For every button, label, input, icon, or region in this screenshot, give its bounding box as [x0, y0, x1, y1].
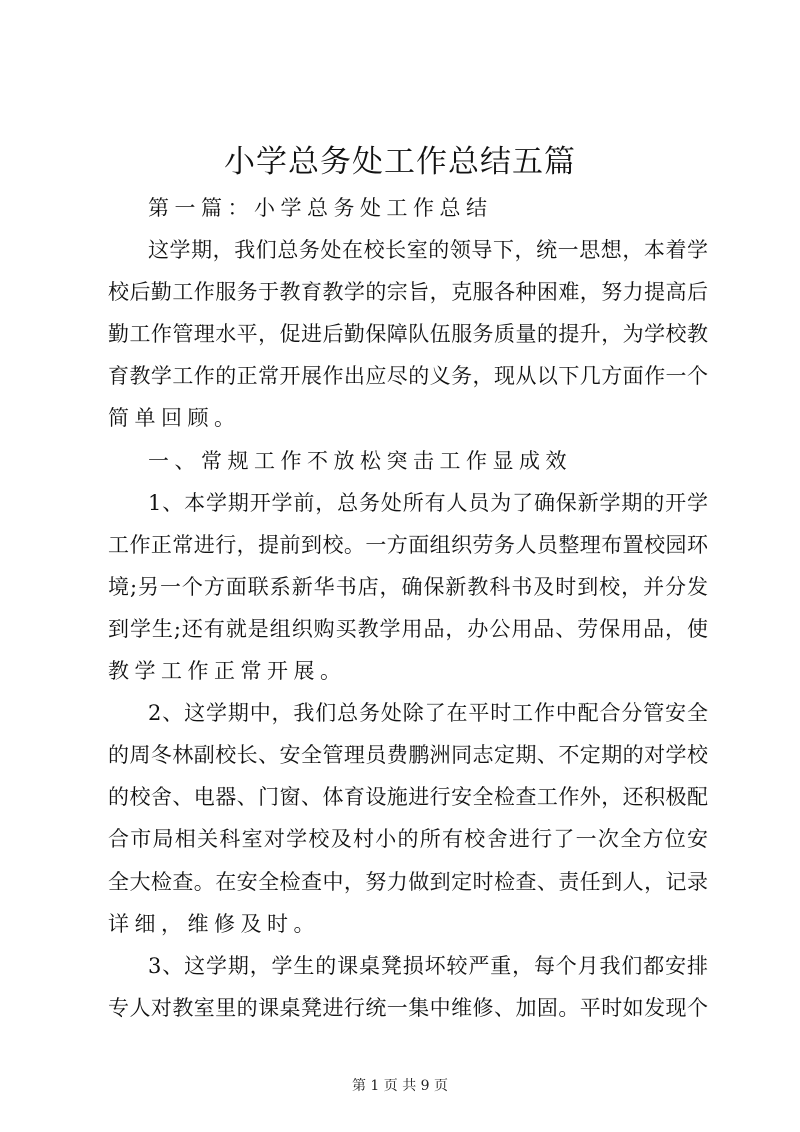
document-title: 小学总务处工作总结五篇 — [224, 144, 576, 180]
paragraph-line: 的校舍、电器、门窗、体育设施进行安全检查工作外，还积极配 — [108, 785, 708, 810]
paragraph-line: 合市局相关科室对学校及村小的所有校舍进行了一次全方位安 — [108, 827, 708, 852]
paragraph-line: 工作正常进行，提前到校。一方面组织劳务人员整理布置校园环 — [108, 532, 708, 557]
paragraph-line: 境;另一个方面联系新华书店，确保新教科书及时到校，并分发 — [108, 574, 708, 599]
page-footer: 第 1 页 共 9 页 — [351, 1078, 449, 1094]
paragraph-line: 1、本学期开学前，总务处所有人员为了确保新学期的开学 — [148, 490, 708, 515]
paragraph-line: 专人对教室里的课桌凳进行统一集中维修、加固。平时如发现个 — [108, 995, 708, 1020]
paragraph-line: 3、这学期，学生的课桌凳损坏较严重，每个月我们都安排 — [148, 953, 708, 978]
paragraph-line: 的周冬林副校长、安全管理员费鹏洲同志定期、不定期的对学校 — [108, 743, 708, 768]
paragraph-line: 简单回顾。 — [108, 406, 241, 431]
paragraph-line: 校后勤工作服务于教育教学的宗旨，克服各种困难，努力提高后 — [108, 280, 708, 305]
paragraph-line: 这学期，我们总务处在校长室的领导下，统一思想，本着学 — [148, 238, 708, 263]
paragraph-line: 详细，维修及时。 — [108, 911, 320, 936]
paragraph-line: 到学生;还有就是组织购买教学用品，办公用品、劳保用品，使 — [108, 616, 708, 641]
paragraph-line: 勤工作管理水平，促进后勤保障队伍服务质量的提升，为学校教 — [108, 322, 708, 347]
paragraph-line: 全大检查。在安全检查中，努力做到定时检查、责任到人，记录 — [108, 869, 708, 894]
paragraph-line: 育教学工作的正常开展作出应尽的义务，现从以下几方面作一个 — [108, 364, 708, 389]
section-heading: 第一篇：小学总务处工作总结 — [148, 196, 493, 220]
document-body — [108, 187, 708, 1029]
section-heading: 一、常规工作不放松突击工作显成效 — [148, 448, 572, 473]
paragraph-line: 2、这学期中，我们总务处除了在平时工作中配合分管安全 — [148, 701, 708, 726]
paragraph-line: 教学工作正常开展。 — [108, 659, 347, 684]
